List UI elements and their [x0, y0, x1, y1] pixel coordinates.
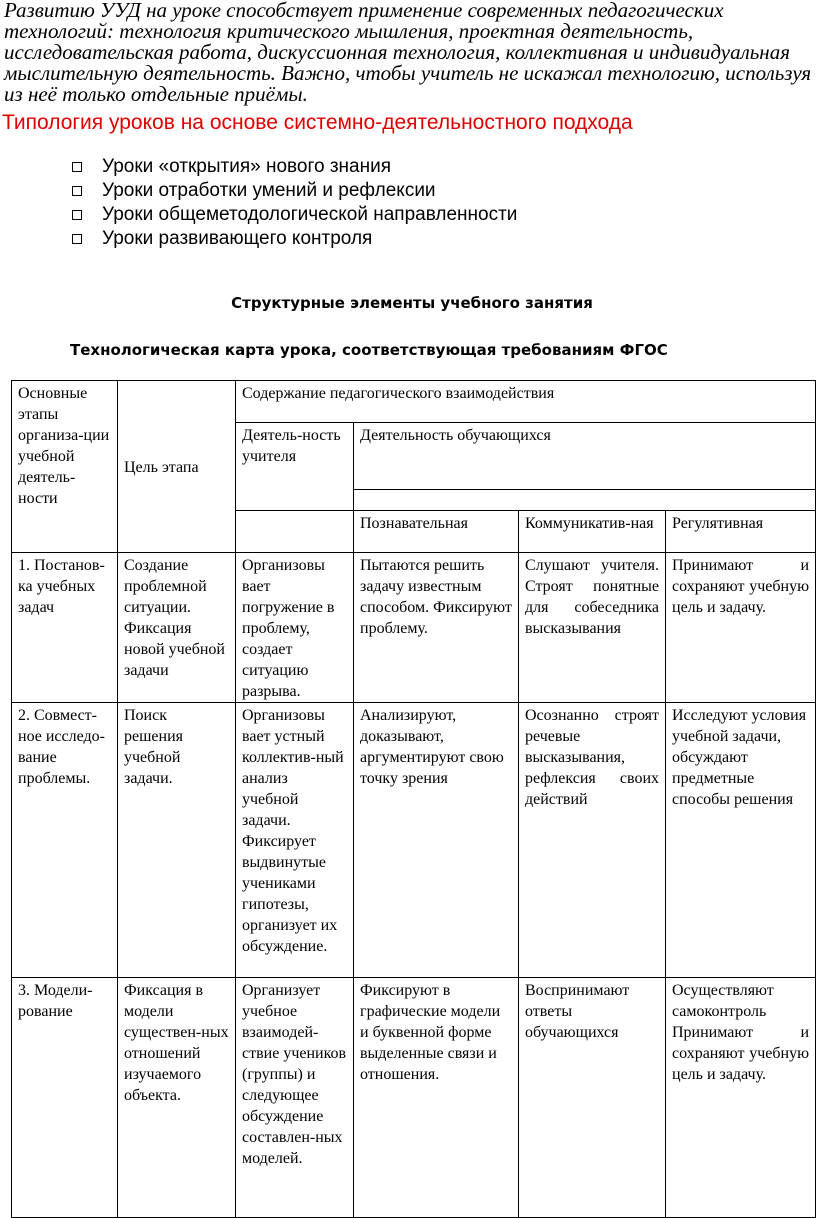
- square-bullet-icon: [72, 234, 82, 244]
- list-item: [72, 203, 517, 227]
- list-item-label: Уроки общеметодологической направленности: [102, 204, 518, 225]
- row-regulative: Исследуют условия учебной задачи, обсуждают предметные способы решения: [666, 703, 816, 978]
- list-item: [72, 179, 517, 203]
- row-communicative: Слушают учителя. Строят понятные для собеседника высказывания: [519, 553, 666, 703]
- row-teacher: Организовы вает устный коллектив-ный анализ учебной задачи. Фиксирует выдвинутые учениками гипотезы, организует их обсуждение.: [236, 703, 354, 978]
- row-communicative: Воспринимают ответы обучающихся: [519, 978, 666, 1218]
- row-cognitive: Анализируют, доказывают, аргументируют свою точку зрения: [354, 703, 519, 978]
- row-stage: 3. Модели-рование: [12, 978, 118, 1218]
- row-teacher: Организует учебное взаимодей-ствие учеников (группы) и следующее обсуждение составлен-ных моделей.: [236, 978, 354, 1218]
- list-item: [72, 227, 517, 251]
- tech-map-heading: Технологическая карта урока, соответствующая требованиям ФГОС: [70, 341, 668, 359]
- square-bullet-icon: [72, 210, 82, 220]
- structure-heading: Структурные элементы учебного занятия: [231, 294, 593, 312]
- row-cognitive: Пытаются решить задачу известным способом. Фиксируют проблему.: [354, 553, 519, 703]
- square-bullet-icon: [72, 186, 82, 196]
- header-cognitive: Познавательная: [354, 511, 519, 553]
- square-bullet-icon: [72, 162, 82, 172]
- row-goal: Фиксация в модели существен-ных отношений изучаемого объекта.: [118, 978, 236, 1218]
- row-stage: 1. Постанов-ка учебных задач: [12, 553, 118, 703]
- row-teacher: Организовы вает погружение в проблему, создает ситуацию разрыва.: [236, 553, 354, 703]
- header-empty-cell: [354, 490, 816, 511]
- intro-paragraph: Развитию УУД на уроке способствует применение современных педагогических технологий: технология критического мышления, проектная деятельность, исследовательская работа, дискуссионная технология, коллективная и индивидуальная мыслительную деятельность. Важно, чтобы учитель не искажал технологию, используя из неё только отдельные приёмы.: [4, 0, 812, 106]
- typology-title: Типология уроков на основе системно-деятельностного подхода: [2, 111, 633, 134]
- tech-map-table: [11, 380, 816, 1218]
- row-regulative: Принимают и сохраняют учебную цель и задачу.: [666, 553, 816, 703]
- table-row: [12, 703, 816, 978]
- header-stages: Основные этапы организа-ции учебной деятель-ности: [12, 381, 118, 553]
- header-goal: Цель этапа: [118, 381, 236, 553]
- header-regulative: Регулятивная: [666, 511, 816, 553]
- row-regulative: Осуществляют самоконтроль Принимают и сохраняют учебную цель и задачу.: [666, 978, 816, 1218]
- table-row: [12, 978, 816, 1218]
- list-item-label: Уроки «открытия» нового знания: [102, 156, 391, 177]
- row-goal: Поиск решения учебной задачи.: [118, 703, 236, 978]
- table-row: [12, 553, 816, 703]
- header-interaction: Содержание педагогического взаимодействия: [236, 381, 816, 423]
- list-item-label: Уроки развивающего контроля: [102, 228, 373, 249]
- header-communicative: Коммуникатив-ная: [519, 511, 666, 553]
- header-teacher: Деятель-ность учителя: [236, 423, 354, 511]
- row-goal: Создание проблемной ситуации. Фиксация новой учебной задачи: [118, 553, 236, 703]
- lesson-types-list: [72, 155, 517, 251]
- row-cognitive: Фиксируют в графические модели и буквенной форме выделенные связи и отношения.: [354, 978, 519, 1218]
- row-communicative: Осознанно строят речевые высказывания, рефлексия своих действий: [519, 703, 666, 978]
- list-item: [72, 155, 517, 179]
- list-item-label: Уроки отработки умений и рефлексии: [102, 180, 436, 201]
- header-students: Деятельность обучающихся: [354, 423, 816, 490]
- header-empty-cell: [236, 511, 354, 553]
- row-stage: 2. Совмест-ное исследо-вание проблемы.: [12, 703, 118, 978]
